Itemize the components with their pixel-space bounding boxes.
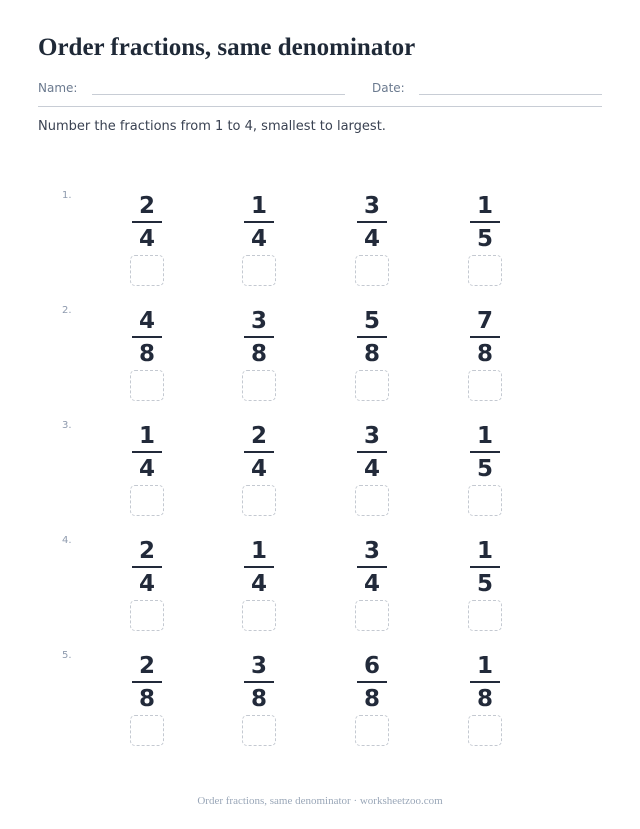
fraction — [465, 652, 505, 713]
fraction-numerator: 1 — [250, 193, 267, 219]
fraction-denominator: 4 — [363, 456, 380, 482]
fraction-bar — [470, 451, 500, 453]
header-divider — [38, 106, 602, 107]
fraction-denominator: 4 — [250, 226, 267, 252]
fraction-numerator: 3 — [363, 193, 380, 219]
fraction-numerator: 1 — [476, 653, 493, 679]
problem-row — [0, 305, 640, 415]
instructions: Number the fractions from 1 to 4, smallest to largest. — [38, 119, 386, 134]
fraction-denominator: 5 — [476, 226, 493, 252]
problem-number: 1. — [62, 190, 72, 201]
fraction-bar — [470, 566, 500, 568]
fraction-numerator: 2 — [250, 423, 267, 449]
answer-box[interactable] — [468, 255, 502, 286]
fraction-bar — [357, 451, 387, 453]
fraction-bar — [470, 221, 500, 223]
answer-box[interactable] — [242, 370, 276, 401]
page-title: Order fractions, same denominator — [38, 34, 416, 61]
date-field[interactable] — [419, 94, 602, 95]
fraction-numerator: 2 — [138, 193, 155, 219]
fraction-bar — [244, 451, 274, 453]
fraction — [239, 652, 279, 713]
problem-number: 5. — [62, 650, 72, 661]
fraction-numerator: 2 — [138, 538, 155, 564]
problem-row — [0, 650, 640, 760]
fraction-numerator: 5 — [363, 308, 380, 334]
name-label: Name: — [38, 81, 78, 95]
fraction-denominator: 4 — [363, 571, 380, 597]
fraction-denominator: 4 — [250, 571, 267, 597]
fraction-denominator: 8 — [250, 686, 267, 712]
fraction — [127, 422, 167, 483]
problem-row — [0, 190, 640, 300]
fraction-numerator: 1 — [250, 538, 267, 564]
fraction — [239, 537, 279, 598]
fraction — [127, 307, 167, 368]
fraction-numerator: 1 — [138, 423, 155, 449]
fraction — [352, 652, 392, 713]
fraction-bar — [244, 336, 274, 338]
answer-box[interactable] — [468, 600, 502, 631]
answer-box[interactable] — [242, 255, 276, 286]
fraction-denominator: 4 — [250, 456, 267, 482]
fraction-denominator: 4 — [138, 571, 155, 597]
fraction-numerator: 6 — [363, 653, 380, 679]
answer-box[interactable] — [242, 600, 276, 631]
fraction-bar — [132, 451, 162, 453]
fraction — [352, 422, 392, 483]
answer-box[interactable] — [130, 715, 164, 746]
fraction-bar — [470, 336, 500, 338]
problem-number: 2. — [62, 305, 72, 316]
fraction-bar — [357, 681, 387, 683]
fraction-numerator: 2 — [138, 653, 155, 679]
fraction-bar — [357, 566, 387, 568]
fraction-bar — [132, 681, 162, 683]
footer: Order fractions, same denominator · worksheetzoo.com — [197, 795, 443, 807]
problem-number: 3. — [62, 420, 72, 431]
fraction-bar — [357, 221, 387, 223]
fraction-denominator: 8 — [476, 686, 493, 712]
fraction-denominator: 4 — [138, 226, 155, 252]
fraction — [127, 652, 167, 713]
answer-box[interactable] — [130, 370, 164, 401]
problem-row — [0, 535, 640, 645]
fraction-numerator: 1 — [476, 538, 493, 564]
fraction — [127, 537, 167, 598]
fraction-numerator: 1 — [476, 423, 493, 449]
fraction-denominator: 8 — [476, 341, 493, 367]
fraction-bar — [244, 681, 274, 683]
fraction-bar — [132, 221, 162, 223]
answer-box[interactable] — [130, 485, 164, 516]
answer-box[interactable] — [355, 600, 389, 631]
problem-number: 4. — [62, 535, 72, 546]
fraction-denominator: 5 — [476, 456, 493, 482]
fraction-numerator: 3 — [250, 653, 267, 679]
fraction-bar — [357, 336, 387, 338]
answer-box[interactable] — [355, 370, 389, 401]
fraction-numerator: 3 — [250, 308, 267, 334]
problem-row — [0, 420, 640, 530]
answer-box[interactable] — [355, 485, 389, 516]
answer-box[interactable] — [130, 255, 164, 286]
answer-box[interactable] — [468, 485, 502, 516]
fraction — [239, 422, 279, 483]
fraction-denominator: 5 — [476, 571, 493, 597]
fraction-denominator: 8 — [138, 341, 155, 367]
fraction — [352, 307, 392, 368]
answer-box[interactable] — [468, 370, 502, 401]
date-label: Date: — [372, 81, 405, 95]
fraction — [465, 537, 505, 598]
fraction-numerator: 3 — [363, 538, 380, 564]
fraction-denominator: 8 — [363, 341, 380, 367]
answer-box[interactable] — [242, 485, 276, 516]
fraction — [465, 192, 505, 253]
fraction-bar — [244, 566, 274, 568]
fraction-denominator: 4 — [363, 226, 380, 252]
fraction-numerator: 4 — [138, 308, 155, 334]
fraction-bar — [244, 221, 274, 223]
fraction-numerator: 3 — [363, 423, 380, 449]
fraction-bar — [132, 336, 162, 338]
answer-box[interactable] — [242, 715, 276, 746]
fraction — [352, 192, 392, 253]
fraction — [465, 307, 505, 368]
fraction — [127, 192, 167, 253]
answer-box[interactable] — [355, 255, 389, 286]
fraction-denominator: 8 — [250, 341, 267, 367]
answer-box[interactable] — [468, 715, 502, 746]
answer-box[interactable] — [130, 600, 164, 631]
fraction — [239, 192, 279, 253]
answer-box[interactable] — [355, 715, 389, 746]
fraction-bar — [470, 681, 500, 683]
name-field[interactable] — [92, 94, 345, 95]
fraction-bar — [132, 566, 162, 568]
fraction — [239, 307, 279, 368]
fraction-denominator: 8 — [138, 686, 155, 712]
fraction-denominator: 4 — [138, 456, 155, 482]
fraction-numerator: 7 — [476, 308, 493, 334]
fraction-denominator: 8 — [363, 686, 380, 712]
fraction — [352, 537, 392, 598]
fraction-numerator: 1 — [476, 193, 493, 219]
fraction — [465, 422, 505, 483]
